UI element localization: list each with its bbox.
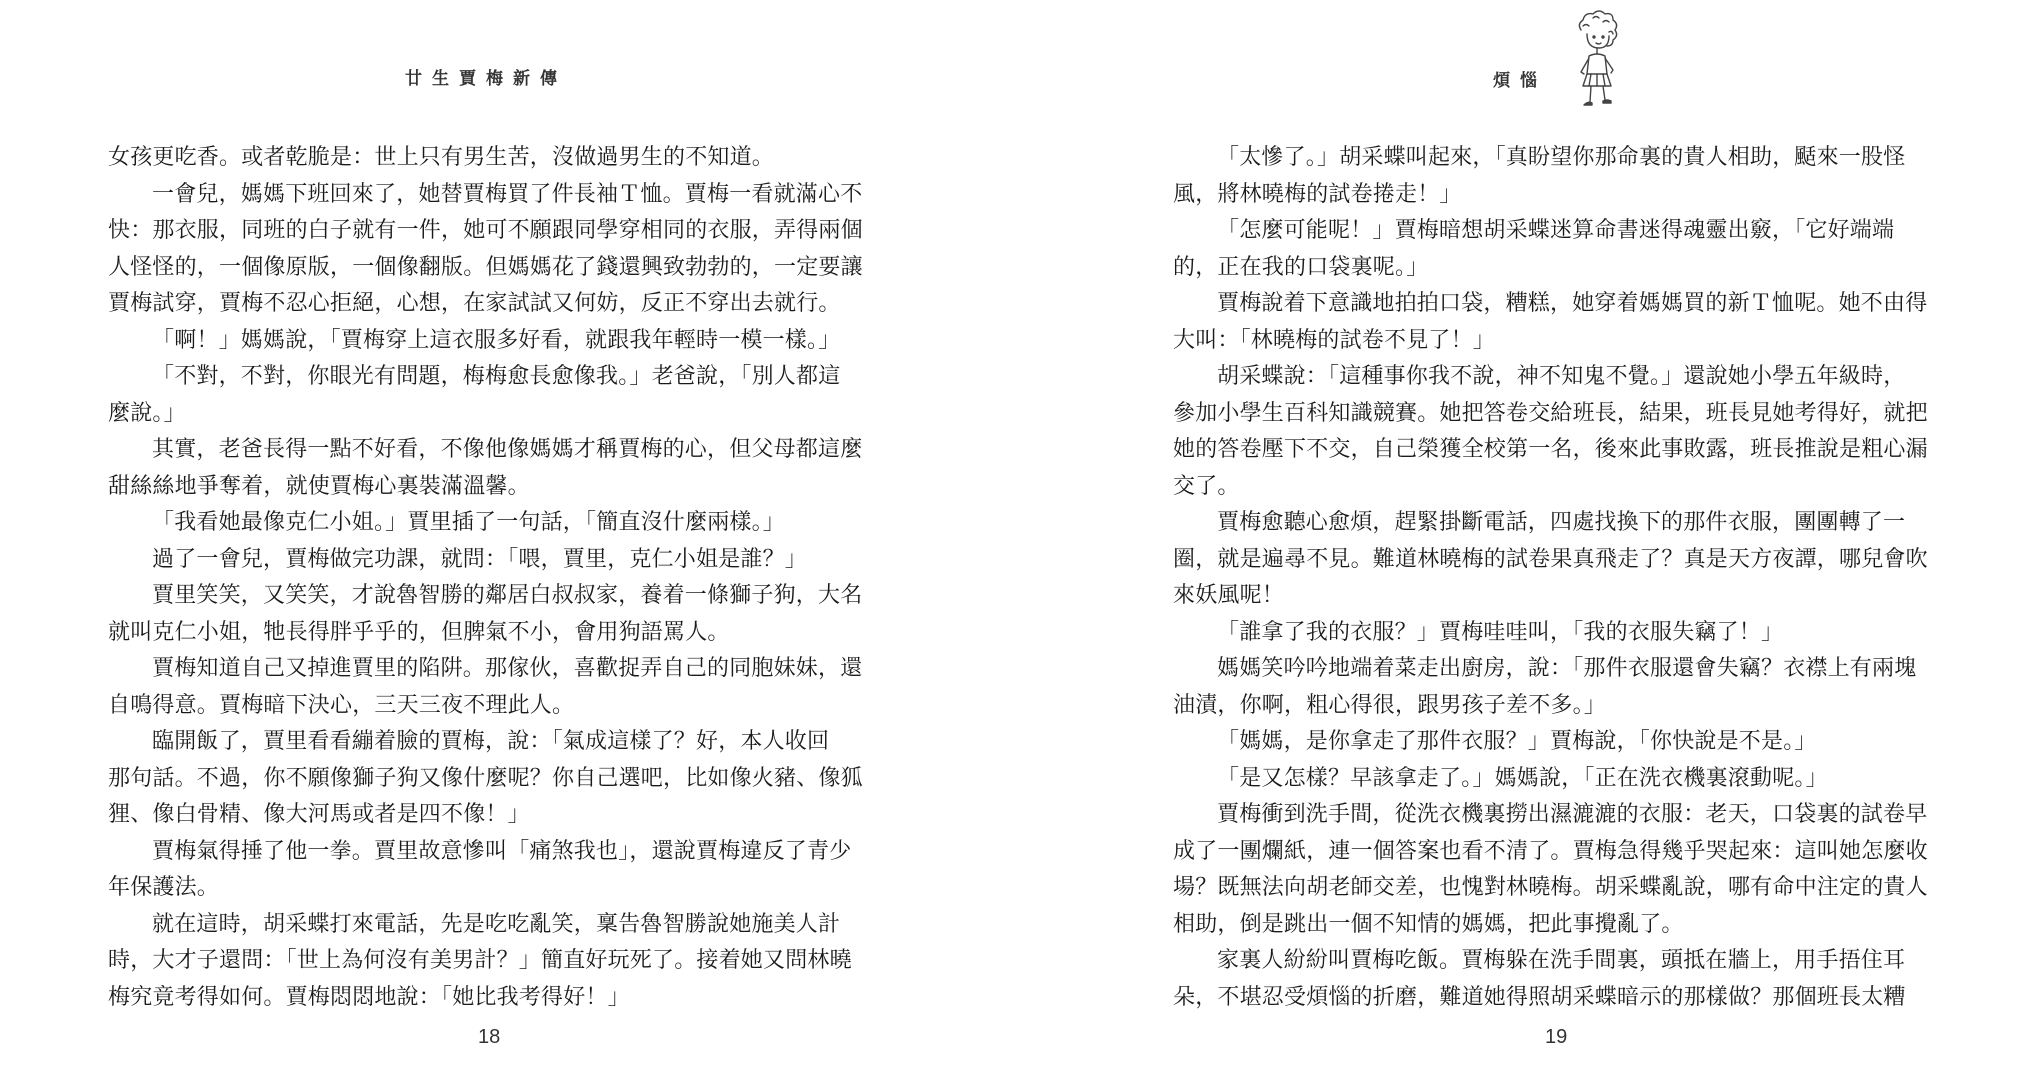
right-page (1015, 0, 2025, 1088)
text-line: 「太慘了。」胡采蝶叫起來，「真盼望你那命裏的貴人相助，颳來一股怪 (1217, 145, 1906, 170)
text-line: 來妖風呢！ (1173, 583, 1285, 608)
text-line: 其實，老爸長得一點不好看，不像他像媽媽才稱賈梅的心，但父母都這麼 (152, 437, 863, 462)
text-line: 她的答卷壓下不交，自己榮獲全校第一名，後來此事敗露，班長推說是粗心漏 (1173, 437, 1928, 462)
text-line: 交了。 (1173, 473, 1240, 499)
text-line: 人怪怪的，一個像原版，一個像翻版。但媽媽花了錢還興致勃勃的，一定要讓 (108, 254, 863, 280)
text-line: 時，大才子還問：「世上為何沒有美男計？」簡直好玩死了。接着她又問林曉 (108, 948, 852, 973)
text-line: 胡采蝶說：「這種事你我不說，神不知鬼不覺。」還說她小學五年級時， (1217, 364, 1906, 389)
text-line: 「不對，不對，你眼光有問題，梅梅愈長愈像我。」老爸說，「別人都這 (152, 364, 841, 389)
page-number-left: 18 (478, 1026, 501, 1048)
text-line: 那句話。不過，你不願像獅子狗又像什麼呢？你自己選吧，比如像火豬、像狐 (108, 765, 863, 791)
text-line: 成了一團爛紙，連一個答案也看不清了。賈梅急得幾乎哭起來：這叫她怎麼收 (1173, 838, 1928, 864)
text-line: 大叫：「林曉梅的試卷不見了！」 (1173, 327, 1496, 353)
text-line: 臨開飯了，賈里看看繃着臉的賈梅，說：「氣成這樣了？好，本人收回 (152, 729, 830, 754)
text-line: 麼說。」 (108, 400, 186, 426)
text-line: 「是又怎樣？早該拿走了。」媽媽說，「正在洗衣機裏滾動呢。」 (1217, 765, 1828, 791)
text-line: 自鳴得意。賈梅暗下決心，三天三夜不理此人。 (108, 692, 575, 718)
text-line: 賈里笑笑，又笑笑，才說魯智勝的鄰居白叔叔家，養着一條獅子狗，大名 (152, 583, 863, 608)
text-line: 賈梅氣得捶了他一拳。賈里故意慘叫「痛煞我也」，還說賈梅違反了青少 (152, 838, 852, 864)
text-line: 賈梅試穿，賈梅不忍心拒絕，心想，在家試試又何妨，反正不穿出去就行。 (108, 291, 841, 316)
text-line: 「媽媽，是你拿走了那件衣服？」賈梅說，「你快說是不是。」 (1217, 729, 1817, 754)
text-line: 就在這時，胡采蝶打來電話，先是吃吃亂笑，稟告魯智勝說她施美人計 (152, 911, 841, 937)
text-line: 一會兒，媽媽下班回來了，她替賈梅買了件長袖Ｔ恤。賈梅一看就滿心不 (152, 181, 863, 207)
running-head-left: 廿生賈梅新傳 (405, 69, 567, 89)
girl-figure-icon (1563, 8, 1627, 112)
text-line: 圈，就是遍尋不見。難道林曉梅的試卷果真飛走了？真是天方夜譚，哪兒會吹 (1173, 546, 1928, 572)
text-line: 就叫克仁小姐，牠長得胖乎乎的，但脾氣不小，會用狗語罵人。 (108, 619, 730, 645)
text-line: 快：那衣服，同班的白子就有一件，她可不願跟同學穿相同的衣服，弄得兩個 (108, 218, 863, 243)
text-line: 狸、像白骨精、像大河馬或者是四不像！」 (108, 802, 530, 827)
text-line: 媽媽笑吟吟地端着菜走出廚房，說：「那件衣服還會失竊？衣襟上有兩塊 (1217, 656, 1917, 681)
text-line: 「誰拿了我的衣服？」賈梅哇哇叫，「我的衣服失竊了！」 (1217, 619, 1784, 645)
text-line: 「我看她最像克仁小姐。」賈里插了一句話，「簡直沒什麼兩樣。」 (152, 510, 786, 535)
text-line: 過了一會兒，賈梅做完功課，就問：「喂，賈里，克仁小姐是誰？」 (152, 546, 808, 572)
text-line: 相助，倒是跳出一個不知情的媽媽，把此事攪亂了。 (1173, 911, 1684, 937)
text-line: 年保護法。 (108, 875, 220, 900)
text-line: 「怎麼可能呢！」賈梅暗想胡采蝶迷算命書迷得魂靈出竅，「它好端端 (1217, 218, 1895, 243)
text-line: 女孩更吃香。或者乾脆是：世上只有男生苦，沒做過男生的不知道。 (108, 145, 775, 170)
text-line: 的，正在我的口袋裏呢。」 (1173, 254, 1429, 280)
text-line: 朵，不堪忍受煩惱的折磨，難道她得照胡采蝶暗示的那樣做？那個班長太糟 (1173, 984, 1906, 1010)
right-text-block (1173, 140, 1933, 1016)
page-number-right: 19 (1545, 1026, 1568, 1048)
text-line: 風，將林曉梅的試卷捲走！」 (1173, 181, 1462, 207)
text-line: 「啊！」媽媽說，「賈梅穿上這衣服多好看，就跟我年輕時一模一樣。」 (152, 327, 841, 353)
text-line: 甜絲絲地爭奪着，就使賈梅心裏裝滿溫馨。 (108, 473, 530, 499)
running-head-right: 煩惱 (1493, 71, 1547, 91)
left-text-block (108, 140, 868, 1016)
text-line: 賈梅說着下意識地拍拍口袋，糟糕，她穿着媽媽買的新Ｔ恤呢。她不由得 (1217, 291, 1928, 316)
left-page (0, 0, 1010, 1088)
text-line: 賈梅愈聽心愈煩，趕緊掛斷電話，四處找換下的那件衣服，團團轉了一 (1217, 510, 1906, 535)
text-line: 油漬，你啊，粗心得很，跟男孩子差不多。」 (1173, 692, 1607, 718)
text-line: 賈梅衝到洗手間，從洗衣機裏撈出濕漉漉的衣服：老天，口袋裏的試卷早 (1217, 802, 1928, 827)
text-line: 參加小學生百科知識競賽。她把答卷交給班長，結果，班長見她考得好，就把 (1173, 400, 1928, 426)
text-line: 梅究竟考得如何。賈梅悶悶地說：「她比我考得好！」 (108, 984, 630, 1010)
text-line: 場？既無法向胡老師交差，也愧對林曉梅。胡采蝶亂說，哪有命中注定的貴人 (1173, 875, 1928, 900)
text-line: 家裏人紛紛叫賈梅吃飯。賈梅躲在洗手間裏，頭抵在牆上，用手捂住耳 (1217, 948, 1906, 973)
text-line: 賈梅知道自己又掉進賈里的陷阱。那傢伙，喜歡捉弄自己的同胞妹妹，還 (152, 656, 863, 681)
